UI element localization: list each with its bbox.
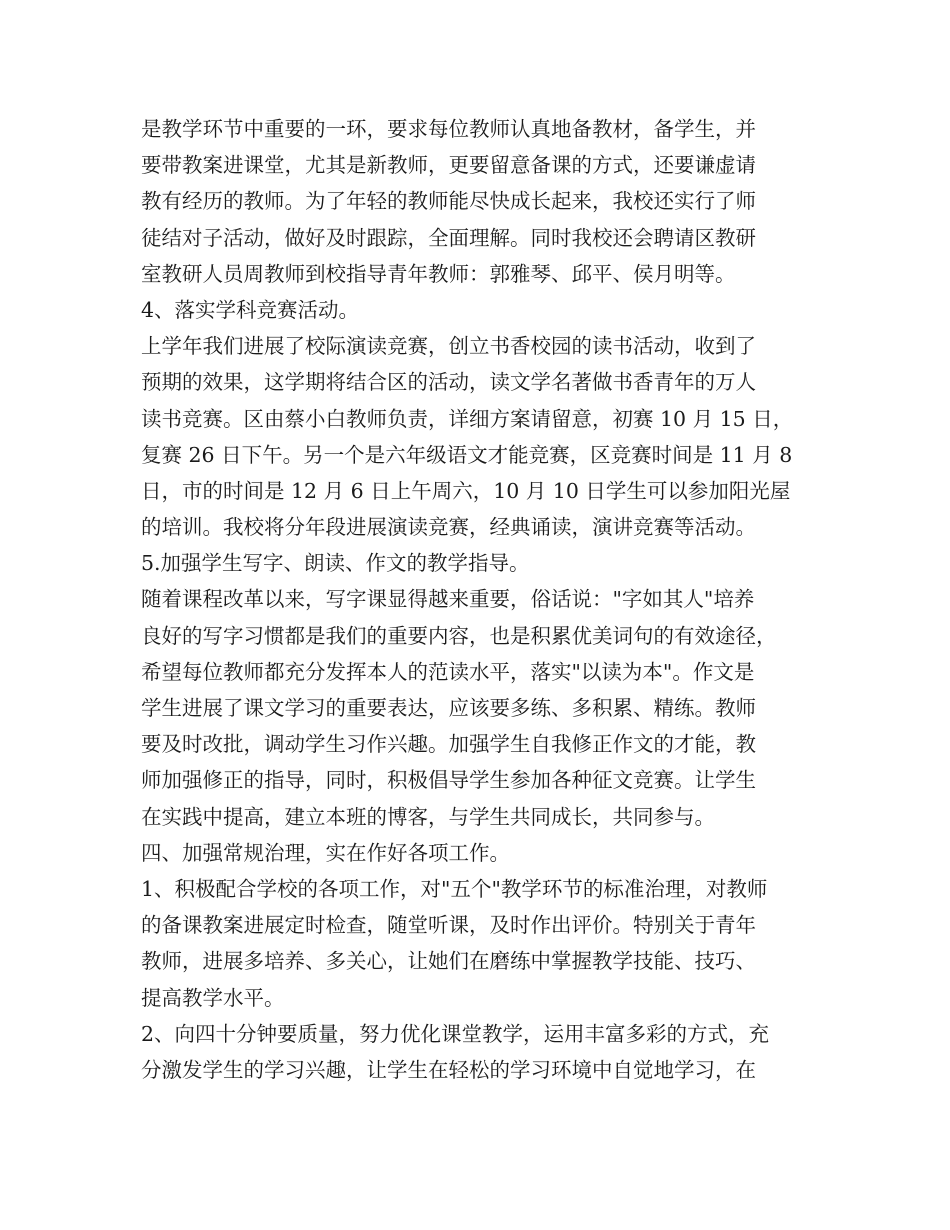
text-line: 良好的写字习惯都是我们的重要内容，也是积累优美词句的有效途径，: [141, 623, 777, 648]
text-line: 分激发学生的学习兴趣，让学生在轻松的学习环境中自觉地学习，在: [141, 1057, 756, 1082]
text-line: 预期的效果，这学期将结合区的活动，读文学名著做书香青年的万人: [141, 370, 756, 395]
text-line: 在实践中提高，建立本班的博客，与学生共同成长，共同参与。: [141, 804, 715, 829]
text-line: 要及时改批，调动学生习作兴趣。加强学生自我修正作文的才能，教: [141, 732, 756, 757]
text-line: 的培训。我校将分年段进展演读竞赛，经典诵读，演讲竞赛等活动。: [141, 515, 756, 540]
text-line: 师加强修正的指导，同时，积极倡导学生参加各种征文竞赛。让学生: [141, 768, 756, 793]
text-line: 2、向四十分钟要质量，努力优化课堂教学，运用丰富多彩的方式，充: [141, 1021, 770, 1046]
text-line: 徒结对子活动，做好及时跟踪，全面理解。同时我校还会聘请区教研: [141, 225, 756, 250]
text-line: 室教研人员周教师到校指导青年教师：郭雅琴、邱平、侯月明等。: [141, 261, 736, 286]
section-heading: 4、落实学科竞赛活动。: [141, 297, 360, 322]
text-line: 上学年我们进展了校际演读竞赛，创立书香校园的读书活动，收到了: [141, 334, 756, 359]
section-heading: 四、加强常规治理，实在作好各项工作。: [141, 840, 510, 865]
text-line: 希望每位教师都充分发挥本人的范读水平，落实"以读为本"。作文是: [141, 659, 755, 684]
text-line: 教师，进展多培养、多关心，让她们在磨练中掌握教学技能、技巧、: [141, 949, 756, 974]
text-line: 的备课教案进展定时检查，随堂听课，及时作出评价。特别关于青年: [141, 913, 756, 938]
text-line: 要带教案进课堂，尤其是新教师，更要留意备课的方式，还要谦虚请: [141, 153, 756, 178]
text-line: 教有经历的教师。为了年轻的教师能尽快成长起来，我校还实行了师: [141, 189, 756, 214]
text-line: 提高教学水平。: [141, 985, 285, 1010]
text-line: 复赛 26 日下午。另一个是六年级语文才能竞赛，区竞赛时间是 11 月 8: [141, 442, 793, 467]
text-line: 读书竞赛。区由蔡小白教师负责，详细方案请留意，初赛 10 月 15 日，: [141, 406, 794, 431]
section-heading: 5.加强学生写字、朗读、作文的教学指导。: [141, 551, 530, 576]
text-line: 随着课程改革以来，写字课显得越来重要，俗话说："字如其人"培养: [141, 587, 755, 612]
text-line: 学生进展了课文学习的重要表达，应该要多练、多积累、精练。教师: [141, 696, 756, 720]
text-line: 1、积极配合学校的各项工作，对"五个"教学环节的标准治理，对教师: [141, 876, 768, 901]
document-body: [141, 111, 821, 1088]
text-line: 是教学环节中重要的一环，要求每位教师认真地备教材，备学生，并: [141, 117, 756, 141]
text-line: 日，市的时间是 12 月 6 日上午周六，10 月 10 日学生可以参加阳光屋: [141, 478, 791, 503]
